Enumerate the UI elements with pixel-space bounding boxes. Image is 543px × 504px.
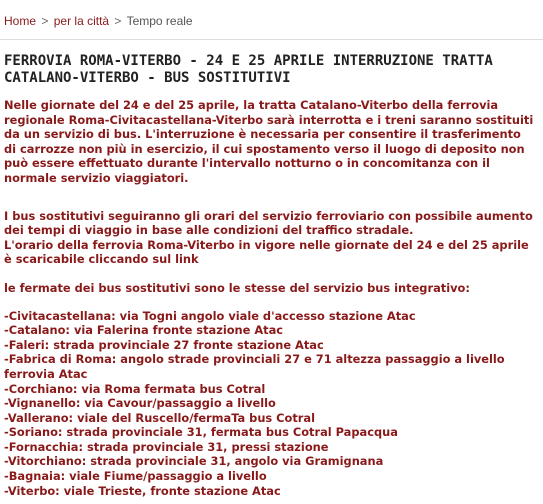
timetable-paragraph xyxy=(4,238,536,267)
breadcrumb-current: Tempo reale xyxy=(126,14,193,28)
breadcrumb-section-link[interactable]: per la città xyxy=(53,14,110,28)
header-divider xyxy=(0,39,543,40)
page-title: FERROVIA ROMA-VITERBO - 24 E 25 APRILE INTERRUZIONE TRATTA CATALANO-VITERBO - BUS SOSTITUTIVI xyxy=(4,53,493,86)
list-item: -Fabrica di Roma: angolo strade provinciali 27 e 71 altezza passaggio a livello ferrovia Atac xyxy=(4,352,505,381)
list-item: -Catalano: via Falerina fronte stazione Atac xyxy=(4,323,284,338)
timetable-text: L'orario della ferrovia Roma-Viterbo in vigore nelle giornate del 24 e del 25 aprile è scaricabile cliccando sul xyxy=(4,237,529,267)
breadcrumb-home-link[interactable]: Home xyxy=(4,14,37,28)
timetable-link[interactable]: link xyxy=(175,252,199,267)
list-item: -Corchiano: via Roma fermata bus Cotral xyxy=(4,381,266,396)
intro-paragraph: Nelle giornate del 24 e del 25 aprile, la tratta Catalano-Viterbo della ferrovia regionale Roma-Civitacastellana-Viterbo sarà interrotta e i treni saranno sostituiti da un servizio di bus. L'interruzione è necessaria per consentire il trasferimento di carrozze non più in esercizio, il cui spostamento verso il luogo di deposito non può essere effettuato durante l'intervallo notturno o in concomitanza con il normale servizio viaggiatori. xyxy=(4,98,534,185)
stops-list xyxy=(4,309,536,499)
list-item: -Fornacchia: strada provinciale 31, pressi stazione xyxy=(4,439,329,454)
breadcrumb-separator: > xyxy=(114,14,122,28)
list-item: -Vitorchiano: strada provinciale 31, angolo via Gramignana xyxy=(4,454,384,469)
list-item: -Soriano: strada provinciale 31, fermata bus Cotral Papacqua xyxy=(4,425,398,440)
breadcrumb-separator: > xyxy=(41,14,49,28)
list-item: -Vignanello: via Cavour/passaggio a livello xyxy=(4,396,276,411)
schedule-paragraph: I bus sostitutivi seguiranno gli orari del servizio ferroviario con possibile aumento dei tempi di viaggio in base alle condizioni del traffico stradale. xyxy=(4,208,533,238)
list-item: -Bagnaia: viale Fiume/passaggio a livello xyxy=(4,469,267,484)
list-item: -Viterbo: viale Trieste, fronte stazione Atac xyxy=(4,483,281,498)
stops-intro: le fermate dei bus sostitutivi sono le stesse del servizio bus integrativo: xyxy=(4,280,470,295)
list-item: -Civitacastellana: via Togni angolo viale d'accesso stazione Atac xyxy=(4,308,416,323)
list-item: -Vallerano: viale del Ruscello/fermaTa bus Cotral xyxy=(4,410,316,425)
breadcrumb xyxy=(4,14,193,28)
list-item: -Faleri: strada provinciale 27 fronte stazione Atac xyxy=(4,337,324,352)
article-body xyxy=(4,98,536,498)
